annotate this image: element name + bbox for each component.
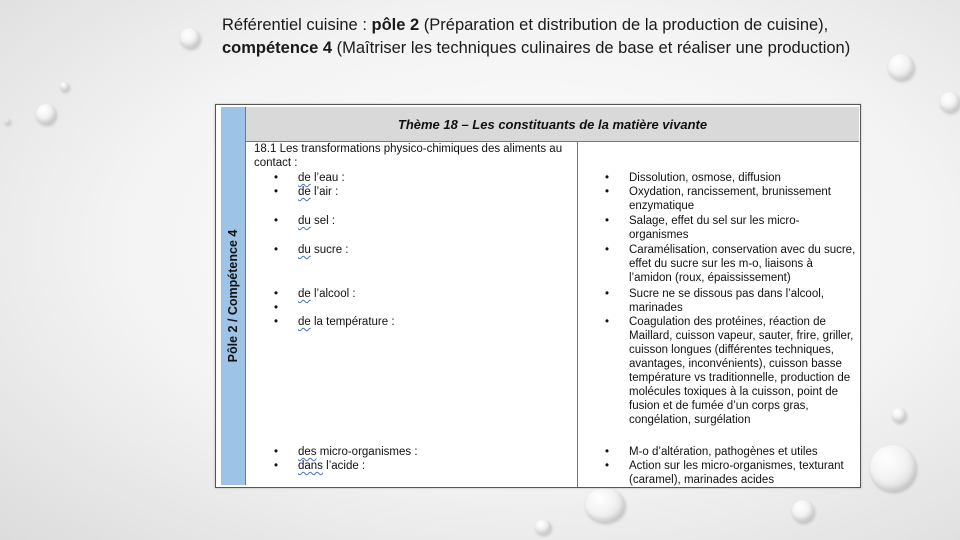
item-text: Coagulation des protéines, réaction de Maillard, cuisson vapeur, sauter, frire, griller, cuisson longues (différentes techniques, avantages, inconvénients), cuisson basse température vs traditionnelle, production de molécules toxiques à la cuisson, point de fusion et de fumée d’un corps gras, congélation, surgélation — [629, 316, 854, 426]
theme-header: Thème 18 – Les constituants de la matière vivante — [246, 107, 859, 142]
item-rest: l’air : — [310, 186, 339, 198]
item-text: Dissolution, osmose, diffusion — [629, 172, 781, 184]
item-prep: de — [298, 288, 311, 300]
water-drop-decoration — [792, 500, 814, 522]
bullet-glyph: • — [605, 244, 610, 256]
item-rest: sucre : — [310, 244, 349, 256]
item-text: M-o d’altération, pathogènes et utiles — [629, 446, 818, 458]
bullet-glyph: • — [605, 460, 610, 472]
heading-competence: compétence 4 — [222, 38, 333, 57]
water-drop-decoration — [892, 408, 906, 422]
left-column — [246, 142, 578, 487]
item-prep: dans — [298, 460, 323, 472]
bullet-glyph: • — [274, 288, 279, 300]
water-drop-decoration — [180, 28, 200, 48]
bullet-glyph: • — [274, 172, 279, 184]
intro-text: 18.1 Les transformations physico-chimiques des aliments au contact : — [254, 143, 563, 169]
item-text: Salage, effet du sel sur les micro-organismes — [629, 215, 800, 241]
item-rest: sel : — [310, 215, 336, 227]
water-drop-decoration — [585, 488, 625, 522]
side-band — [221, 107, 246, 485]
item-rest: micro-organismes : — [316, 446, 418, 458]
heading-prefix: Référentiel cuisine : — [222, 16, 372, 34]
bullet-glyph: • — [605, 186, 610, 198]
bullet-glyph: • — [274, 302, 279, 314]
item-prep: de — [298, 186, 311, 198]
bullet-glyph: • — [274, 316, 279, 328]
bullet-glyph: • — [605, 172, 610, 184]
side-label: Pôle 2 / Compétence 4 — [226, 229, 240, 363]
heading-pole-desc: (Préparation et distribution de la production de cuisine), — [419, 16, 829, 34]
bullet-glyph: • — [605, 446, 610, 458]
bullet-glyph: • — [274, 244, 279, 256]
item-text: Oxydation, rancissement, brunissement enzymatique — [629, 186, 831, 212]
water-drop-decoration — [870, 445, 916, 491]
referentiel-table-image — [215, 104, 861, 488]
heading-pole: pôle 2 — [371, 16, 420, 34]
item-rest: l’alcool : — [310, 288, 356, 300]
item-prep: de — [298, 316, 311, 328]
slide-heading — [222, 14, 882, 59]
right-column — [578, 142, 859, 487]
item-rest: la température : — [310, 316, 395, 328]
item-rest: l’eau : — [310, 172, 345, 184]
item-text: Action sur les micro-organismes, texturant (caramel), marinades acides — [629, 460, 844, 486]
item-prep: de — [298, 172, 311, 184]
bullet-glyph: • — [274, 186, 279, 198]
water-drop-decoration — [4, 118, 10, 124]
item-prep: des — [298, 446, 317, 458]
item-text: Caramélisation, conservation avec du sucre, effet du sucre sur les m-o, liaisons à l’amidon (roux, épaississement) — [629, 244, 856, 284]
water-drop-decoration — [940, 92, 960, 112]
item-text: Sucre ne se dissous pas dans l’alcool, marinades — [629, 288, 824, 314]
heading-competence-desc: (Maîtriser les techniques culinaires de base et réaliser une production) — [332, 38, 851, 57]
bullet-glyph: • — [605, 316, 610, 328]
bullet-glyph: • — [605, 288, 610, 300]
item-prep: du — [298, 244, 311, 256]
bullet-glyph: • — [274, 460, 279, 472]
water-drop-decoration — [60, 82, 69, 91]
bullet-glyph: • — [605, 215, 610, 227]
item-prep: du — [298, 215, 311, 227]
water-drop-decoration — [535, 520, 551, 534]
water-drop-decoration — [888, 54, 914, 80]
bullet-glyph: • — [274, 215, 279, 227]
item-rest: l’acide : — [322, 460, 366, 472]
water-drop-decoration — [36, 104, 56, 124]
bullet-glyph: • — [274, 446, 279, 458]
